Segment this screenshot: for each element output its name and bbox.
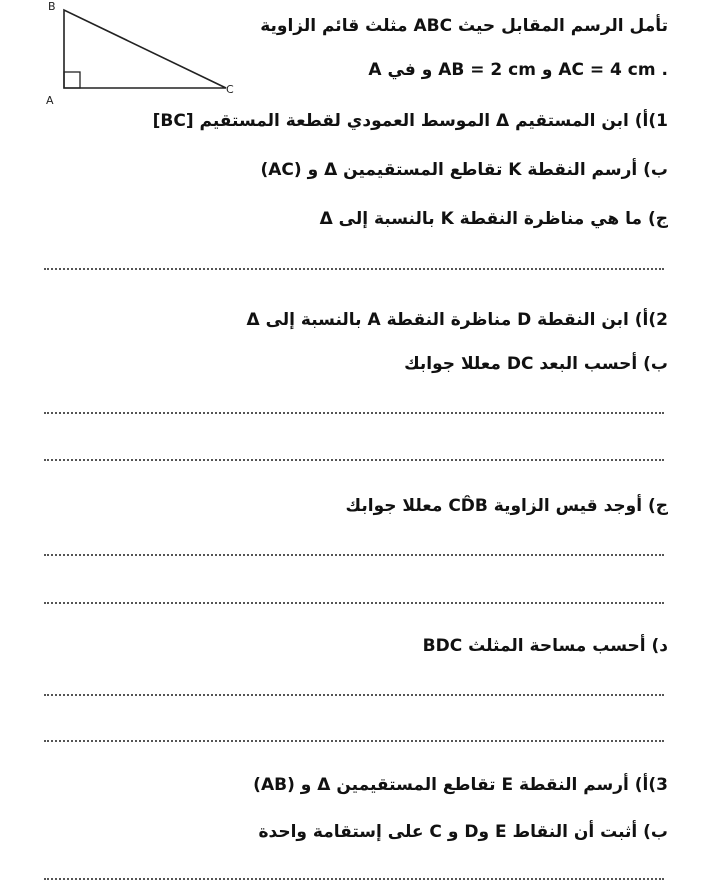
vertex-c-label: C (226, 83, 234, 96)
answer-line[interactable] (44, 412, 664, 414)
question-1c: ج) ما هي مناظرة النقطة K بالنسبة إلى Δ (319, 209, 668, 229)
vertex-b-label: B (48, 0, 56, 13)
answer-line[interactable] (44, 268, 664, 270)
answer-line[interactable] (44, 554, 664, 556)
question-3a: 3)أ) أرسم النقطة E تقاطع المستقيمين Δ و (AB) (253, 775, 668, 795)
right-triangle-figure (30, 0, 260, 110)
question-3b: ب) أثبت أن النقاط E وD و C على إستقامة واحدة (258, 822, 668, 842)
question-2d: د) أحسب مساحة المثلث BDC (422, 636, 668, 656)
vertex-a-label: A (46, 94, 54, 107)
question-2b: ب) أحسب البعد DC معللا جوابك (404, 354, 668, 374)
answer-line[interactable] (44, 878, 664, 880)
answer-line[interactable] (44, 602, 664, 604)
triangle-abc (64, 10, 226, 88)
question-2a: 2)أ) ابن النقطة D مناظرة النقطة A بالنسبة إلى Δ (246, 310, 668, 330)
question-1b: ب) أرسم النقطة K تقاطع المستقيمين Δ و (AC) (260, 160, 668, 180)
intro-line-2: . AC = 4 cm و AB = 2 cm و في A (368, 60, 668, 80)
question-2c: ج) أوجد قيس الزاوية CD̂B معللا جوابك (345, 496, 668, 516)
right-angle-marker (64, 72, 80, 88)
answer-line[interactable] (44, 694, 664, 696)
intro-line-1: تأمل الرسم المقابل حيث ABC مثلث قائم الزاوية (260, 16, 668, 36)
answer-line[interactable] (44, 459, 664, 461)
answer-line[interactable] (44, 740, 664, 742)
question-1a: 1)أ) ابن المستقيم Δ الموسط العمودي لقطعة المستقيم [BC] (152, 111, 668, 131)
